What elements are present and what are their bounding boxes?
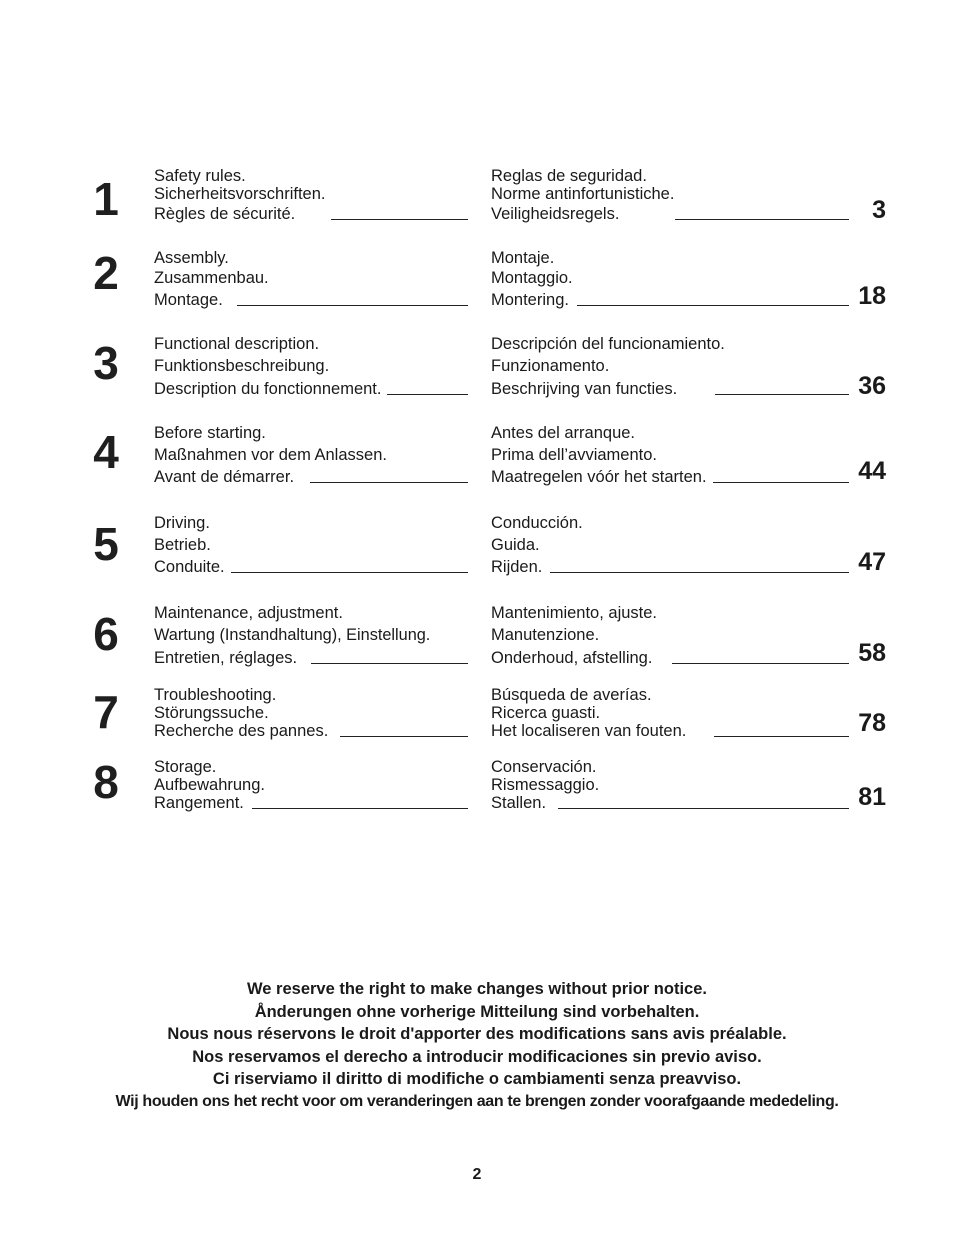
- toc-entry-fr: Conduite.: [154, 557, 225, 576]
- toc-entry-it: Montaggio.: [491, 268, 573, 287]
- toc-entry-es: Antes del arranque.: [491, 423, 636, 442]
- toc-entry-es: Conducción.: [491, 513, 583, 532]
- toc-entry-nl: Het localiseren van fouten.: [491, 721, 687, 740]
- toc-entry-fr: Description du fonctionnement.: [154, 379, 382, 398]
- page-reference[interactable]: 36: [858, 372, 886, 400]
- toc-entry-it: Ricerca guasti.: [491, 703, 601, 722]
- toc-entry-it: Rismessaggio.: [491, 775, 600, 794]
- notice-line-es: Nos reservamos el derecho a introducir modificaciones sin previo aviso.: [192, 1047, 762, 1066]
- leader-line: [558, 808, 849, 809]
- toc-entry-de: Zusammenbau.: [154, 268, 269, 287]
- section-number: 4: [93, 426, 119, 478]
- toc-entry-it: Guida.: [491, 535, 540, 554]
- toc-entry-en: Maintenance, adjustment.: [154, 603, 343, 622]
- notice-line-de: Ånderungen ohne vorherige Mitteilung sind vorbehalten.: [254, 1002, 700, 1021]
- toc-entry-fr: Règles de sécurité.: [154, 204, 296, 223]
- toc-entry-es: Búsqueda de averías.: [491, 685, 652, 704]
- toc-entry-es: Descripción del funcionamiento.: [491, 334, 725, 353]
- toc-entry-es: Montaje.: [491, 248, 555, 267]
- page-reference[interactable]: 78: [858, 709, 886, 737]
- toc-entry-de: Aufbewahrung.: [154, 775, 265, 794]
- toc-entry-en: Assembly.: [154, 248, 229, 267]
- toc-entry-fr: Recherche des pannes.: [154, 721, 329, 740]
- leader-line: [714, 736, 849, 737]
- leader-line: [310, 482, 468, 483]
- notice-line-en: We reserve the right to make changes without prior notice.: [247, 980, 707, 998]
- toc-entry-fr: Rangement.: [154, 793, 244, 812]
- toc-entry-es: Reglas de seguridad.: [491, 166, 647, 185]
- leader-line: [252, 808, 468, 809]
- leader-line: [231, 572, 468, 573]
- leader-line: [577, 305, 849, 306]
- section-number: 5: [93, 518, 119, 570]
- toc-entry-en: Driving.: [154, 513, 210, 532]
- toc-entry-en: Functional description.: [154, 334, 320, 353]
- notice-line-it: Ci riserviamo il diritto di modifiche o cambiamenti senza preavviso.: [212, 1070, 742, 1088]
- toc-entry-nl: Maatregelen vóór het starten.: [491, 467, 707, 486]
- page-reference[interactable]: 81: [858, 783, 886, 811]
- toc-entry-it: Manutenzione.: [491, 625, 600, 644]
- page-reference[interactable]: 58: [858, 639, 886, 667]
- leader-line: [237, 305, 468, 306]
- leader-line: [387, 394, 468, 395]
- page-reference[interactable]: 44: [858, 457, 886, 485]
- toc-entry-fr: Entretien, réglages.: [154, 648, 298, 667]
- toc-entry-de: Maßnahmen vor dem Anlassen.: [154, 445, 387, 464]
- leader-line: [675, 219, 849, 220]
- toc-entry-it: Norme antinfortunistiche.: [491, 184, 675, 203]
- toc-entry-es: Mantenimiento, ajuste.: [491, 603, 658, 622]
- toc-entry-nl: Rijden.: [491, 557, 543, 576]
- toc-entry-de: Betrieb.: [154, 535, 211, 554]
- toc-entry-fr: Montage.: [154, 290, 223, 309]
- toc-entry-nl: Stallen.: [491, 793, 547, 812]
- page-reference[interactable]: 47: [858, 548, 886, 576]
- toc-entry-nl: Montering.: [491, 290, 569, 309]
- change-notice: [0, 978, 954, 1113]
- toc-entry-it: Funzionamento.: [491, 356, 610, 375]
- toc-entry-nl: Veiligheidsregels.: [491, 204, 620, 223]
- section-number: 6: [93, 608, 119, 660]
- leader-line: [550, 572, 849, 573]
- toc-entry-es: Conservación.: [491, 757, 597, 776]
- notice-line-fr: Nous nous réservons le droit d'apporter des modifications sans avis préalable.: [167, 1025, 787, 1043]
- toc-entry-fr: Avant de démarrer.: [154, 467, 295, 486]
- toc-entry-de: Störungssuche.: [154, 703, 269, 722]
- page-reference[interactable]: 3: [872, 196, 886, 224]
- toc-entry-nl: Beschrijving van functies.: [491, 379, 678, 398]
- toc-entry-en: Troubleshooting.: [154, 685, 277, 704]
- page-number: 2: [472, 1166, 482, 1183]
- toc-entry-de: Funktionsbeschreibung.: [154, 356, 330, 375]
- section-number: 3: [93, 337, 119, 389]
- toc-entry-de: Sicherheitsvorschriften.: [154, 184, 326, 203]
- leader-line: [672, 663, 849, 664]
- section-number: 2: [93, 247, 119, 299]
- section-number: 1: [93, 173, 119, 225]
- section-number: 7: [93, 686, 119, 738]
- notice-line-nl: Wij houden ons het recht voor om veranderingen aan te brengen zonder voorafgaande mededeling.: [115, 1092, 839, 1110]
- leader-line: [311, 663, 468, 664]
- toc-entry-en: Storage.: [154, 757, 217, 776]
- toc-entry-en: Before starting.: [154, 423, 266, 442]
- page-reference[interactable]: 18: [858, 282, 886, 310]
- toc-entry-de: Wartung (Instandhaltung), Einstellung.: [154, 625, 431, 644]
- leader-line: [340, 736, 468, 737]
- section-number: 8: [93, 756, 119, 808]
- leader-line: [331, 219, 468, 220]
- toc-entry-nl: Onderhoud, afstelling.: [491, 648, 653, 667]
- toc-entry-en: Safety rules.: [154, 166, 246, 185]
- toc-entry-it: Prima dell’avviamento.: [491, 445, 657, 464]
